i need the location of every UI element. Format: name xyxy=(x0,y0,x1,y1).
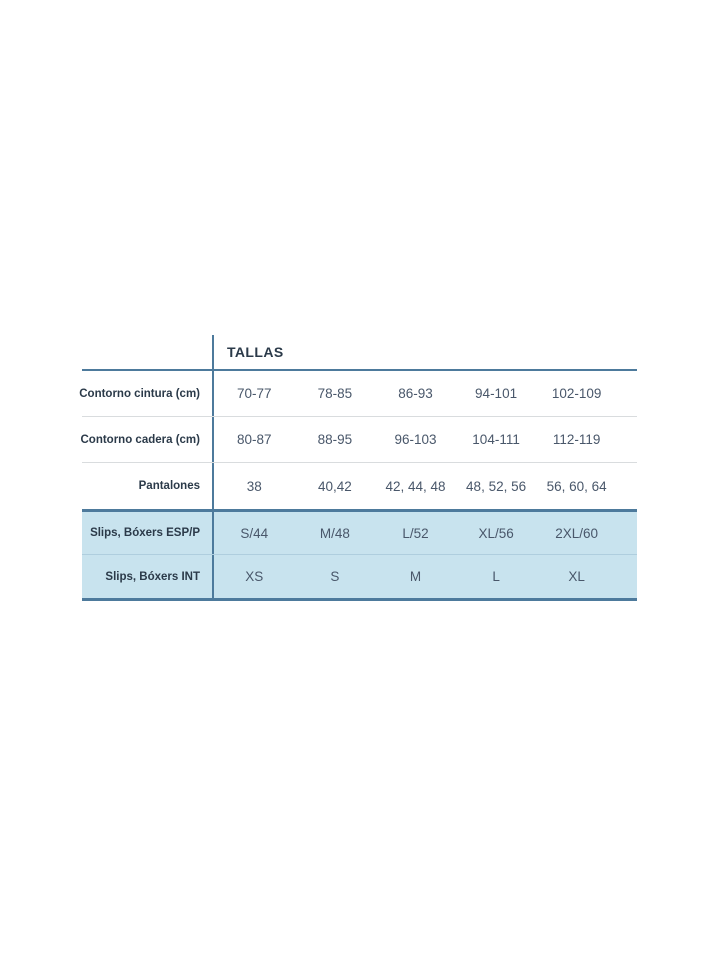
table-cell: L xyxy=(492,569,500,584)
table-cell: M xyxy=(409,569,422,584)
row-label: Contorno cintura (cm) xyxy=(79,387,200,400)
row-label: Slips, Bóxers ESP/P xyxy=(90,527,200,539)
table-cell: M/48 xyxy=(319,525,350,541)
table-cell: 86-93 xyxy=(398,386,433,401)
row-label: Contorno cadera (cm) xyxy=(80,433,200,446)
table-cell: 88-95 xyxy=(317,432,353,447)
table-title: TALLAS xyxy=(227,344,284,360)
table-cell: S/44 xyxy=(240,525,269,541)
row-cells xyxy=(212,512,637,554)
row-label: Slips, Bóxers INT xyxy=(105,570,200,583)
table-row-3 xyxy=(82,509,637,555)
table-cell: 56, 60, 64 xyxy=(546,478,607,494)
table-cell: 70-77 xyxy=(237,386,272,401)
table-cell: 42, 44, 48 xyxy=(385,478,446,494)
row-label: Pantalones xyxy=(138,480,200,492)
table-cell: 96-103 xyxy=(394,432,437,447)
table-cell: XS xyxy=(245,569,264,584)
table-cell: 104-111 xyxy=(472,432,520,447)
row-cells xyxy=(212,417,637,462)
table-cell: XL xyxy=(568,569,585,584)
row-cells xyxy=(212,371,637,416)
header-cells xyxy=(212,335,637,369)
header-spacer xyxy=(82,335,212,369)
table-header-row xyxy=(82,335,637,371)
table-cell: 80-87 xyxy=(237,432,272,447)
table-row-0 xyxy=(79,371,637,417)
table-row-4 xyxy=(82,555,637,601)
table-cell: 48, 52, 56 xyxy=(466,478,527,494)
row-cells xyxy=(212,555,637,598)
table-row-2 xyxy=(82,463,637,509)
table-row-1 xyxy=(82,417,637,463)
size-chart-table xyxy=(79,335,637,601)
table-cell: XL/56 xyxy=(478,525,514,541)
table-cell: 2XL/60 xyxy=(555,525,599,541)
table-cell: S xyxy=(330,569,340,584)
table-cell: 78-85 xyxy=(317,386,353,401)
row-cells xyxy=(212,463,637,509)
table-cell: 38 xyxy=(246,478,262,494)
table-cell: L/52 xyxy=(402,525,429,541)
table-cell: 102-109 xyxy=(551,386,602,401)
table-cell: 40,42 xyxy=(317,478,352,494)
table-cell: 112-119 xyxy=(552,432,601,447)
table-body xyxy=(79,371,637,601)
table-cell: 94-101 xyxy=(475,386,518,401)
